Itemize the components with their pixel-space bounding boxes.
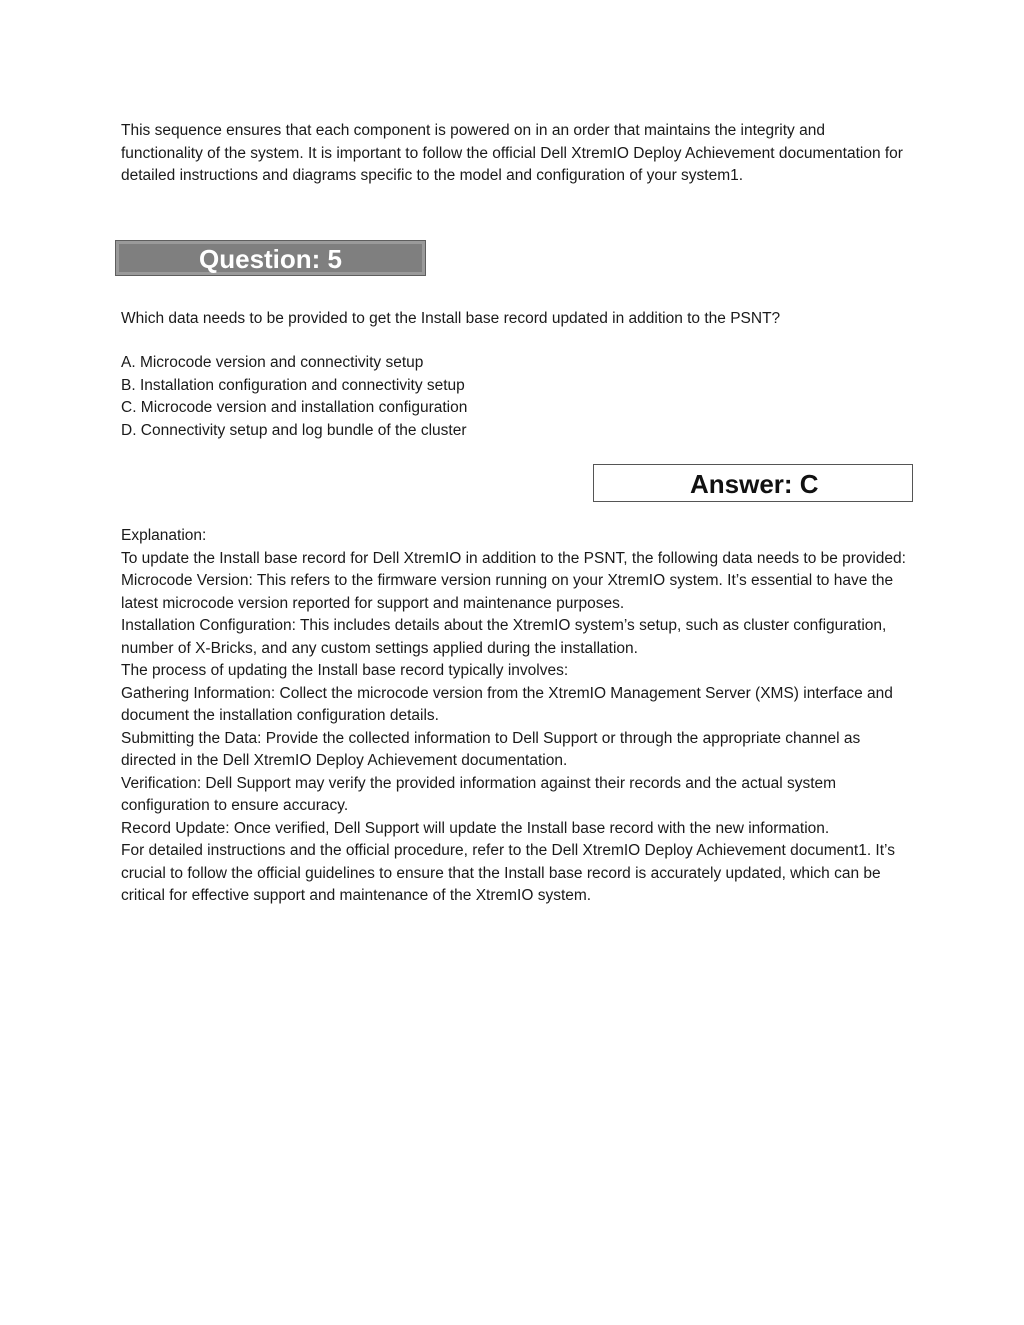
option-a: A. Microcode version and connectivity setup: [121, 354, 424, 371]
answer-box: [593, 464, 913, 502]
intro-paragraph: This sequence ensures that each component is powered on in an order that maintains the integrity and functionality of the system. It is important to follow the official Dell XtremIO Deploy Achievement documentation for detailed instructions and diagrams specific to the model and configuration of your system1.: [121, 122, 903, 184]
explanation-line: Installation Configuration: This includes details about the XtremIO system’s setup, such as cluster configuration, number of X-Bricks, and any custom settings applied during the installation.: [121, 617, 887, 657]
question-banner-label: Question: 5: [199, 244, 343, 274]
explanation-heading: Explanation:: [121, 527, 207, 544]
explanation-line: The process of updating the Install base record typically involves:: [121, 662, 569, 679]
explanation-line: Microcode Version: This refers to the firmware version running on your XtremIO system. It’s essential to have the latest microcode version reported for support and maintenance purposes.: [121, 572, 894, 612]
explanation-block: [121, 525, 911, 908]
option-b: B. Installation configuration and connectivity setup: [121, 376, 465, 394]
explanation-line: To update the Install base record for Dell XtremIO in addition to the PSNT, the following data needs to be provided:: [121, 549, 906, 567]
question-text: Which data needs to be provided to get the Install base record updated in addition to the PSNT?: [121, 310, 781, 327]
explanation-line: Gathering Information: Collect the microcode version from the XtremIO Management Server (XMS) interface and document the installation configuration details.: [121, 684, 893, 724]
explanation-line: Verification: Dell Support may verify the provided information against their records and the actual system configuration to ensure accuracy.: [121, 774, 837, 814]
answer-options: [121, 352, 467, 442]
option-c: C. Microcode version and installation configuration: [121, 399, 468, 416]
explanation-line: Submitting the Data: Provide the collected information to Dell Support or through the appropriate channel as directed in the Dell XtremIO Deploy Achievement documentation.: [121, 729, 861, 769]
explanation-line: Record Update: Once verified, Dell Support will update the Install base record with the new information.: [121, 819, 830, 837]
explanation-line: For detailed instructions and the official procedure, refer to the Dell XtremIO Deploy Achievement document1. It’s crucial to follow the official guidelines to ensure that the Install base record is accurately updated, which can be critical for effective support and maintenance of the XtremIO system.: [121, 842, 895, 904]
option-d: D. Connectivity setup and log bundle of the cluster: [121, 421, 467, 439]
answer-label: Answer: C: [690, 469, 819, 499]
question-banner: [115, 240, 426, 276]
